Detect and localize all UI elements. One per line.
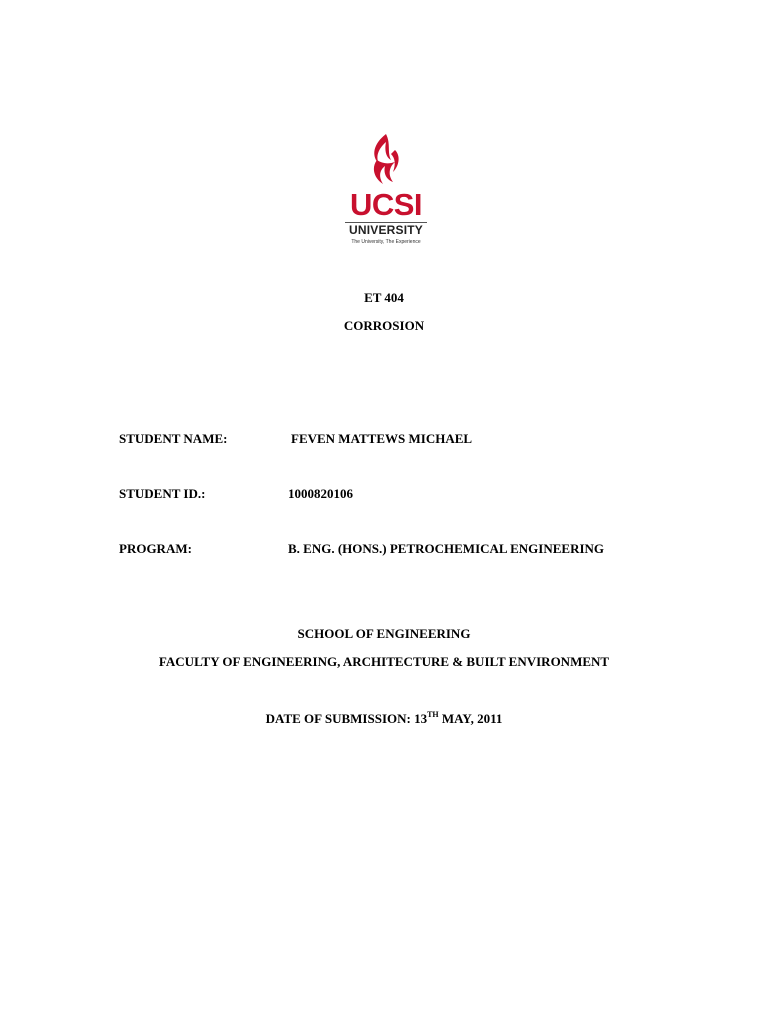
program-value: B. ENG. (HONS.) PETROCHEMICAL ENGINEERING	[288, 541, 605, 556]
logo-wordmark: UCSI	[349, 187, 423, 222]
logo-tagline: The University, The Experience	[351, 239, 421, 245]
submission-date-prefix: DATE OF SUBMISSION: 13	[265, 711, 428, 726]
course-code: ET 404	[364, 290, 404, 305]
submission-date-suffix: MAY, 2011	[438, 711, 503, 726]
flame-icon	[343, 130, 429, 190]
student-name-value: FEVEN MATTEWS MICHAEL	[291, 431, 473, 446]
student-id-value: 1000820106	[288, 486, 353, 501]
logo-subtitle: UNIVERSITY	[348, 223, 423, 237]
submission-date-superscript: TH	[427, 710, 439, 719]
student-id-label: STUDENT ID.:	[119, 486, 206, 501]
submission-date	[0, 711, 768, 727]
program-label: PROGRAM:	[119, 541, 192, 556]
student-name-label: STUDENT NAME:	[119, 431, 228, 446]
school-name: SCHOOL OF ENGINEERING	[297, 626, 471, 641]
university-logo	[343, 130, 429, 250]
course-title: CORROSION	[343, 318, 425, 333]
faculty-name: FACULTY OF ENGINEERING, ARCHITECTURE & BUILT ENVIRONMENT	[158, 654, 610, 669]
